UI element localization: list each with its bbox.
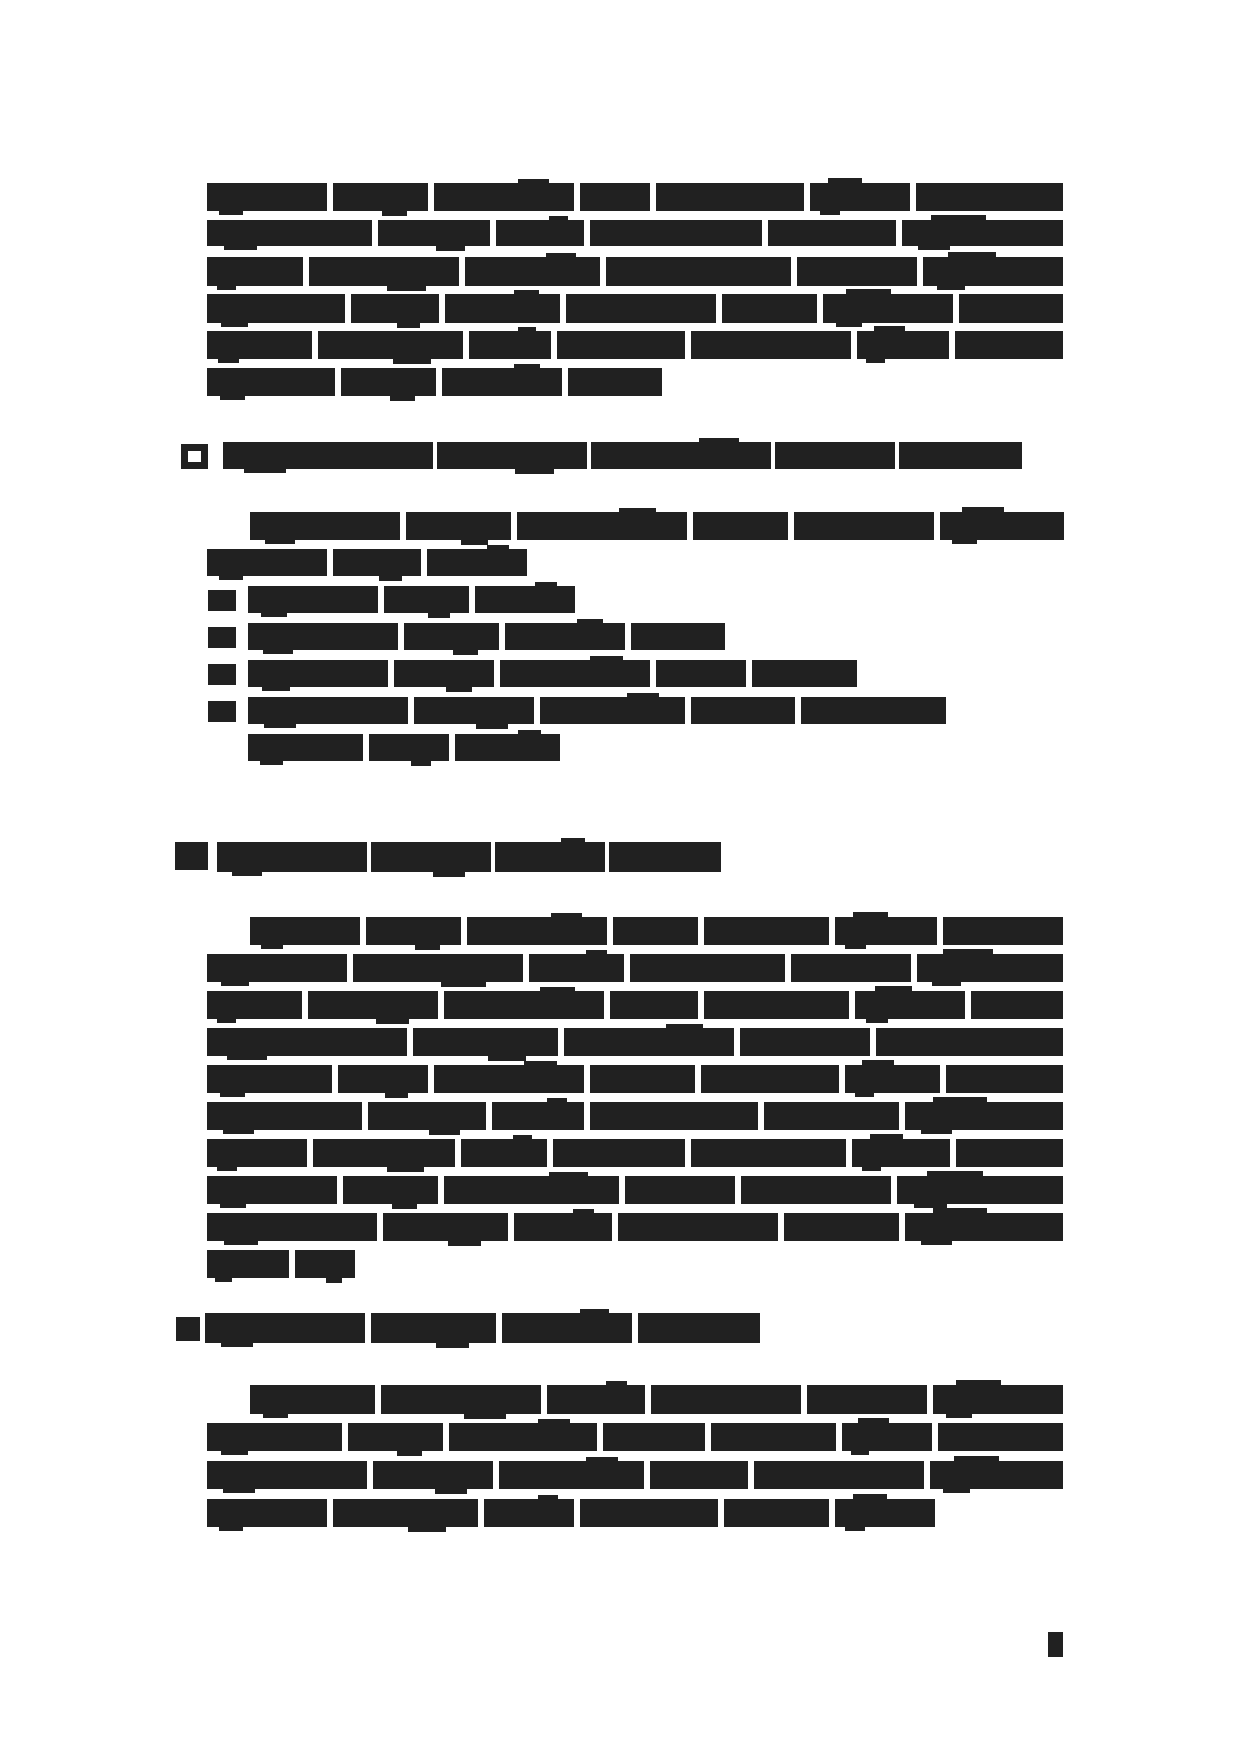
redacted-word-blob: [502, 1313, 632, 1343]
redacted-word-blob: [207, 1065, 332, 1093]
paragraph-3-text-line: [207, 1250, 355, 1278]
redacted-word-blob: [442, 368, 562, 396]
redacted-word-blob: [207, 368, 335, 396]
redacted-word-blob: [353, 954, 523, 982]
redacted-word-blob: [691, 331, 851, 359]
redacted-word-blob: [207, 1461, 367, 1489]
redacted-word-blob: [351, 294, 439, 323]
redacted-word-blob: [348, 1423, 443, 1451]
redacted-word-blob: [223, 442, 433, 469]
redacted-word-blob: [693, 512, 788, 540]
redacted-word-blob: [609, 842, 721, 872]
redacted-word-blob: [341, 368, 436, 396]
redacted-word-blob: [404, 623, 499, 650]
redacted-word-blob: [876, 1028, 1063, 1056]
redacted-word-blob: [590, 1102, 758, 1130]
paragraph-3-text-line: [207, 1065, 1063, 1093]
paragraph-3-text-line: [207, 1213, 1063, 1241]
redacted-word-blob: [591, 442, 771, 469]
redacted-word-blob: [764, 1102, 899, 1130]
section-heading-3-marker: [176, 1317, 200, 1341]
redacted-word-blob: [295, 1250, 355, 1278]
redacted-word-blob: [207, 183, 327, 211]
redacted-word-blob: [768, 220, 896, 246]
redacted-word-blob: [406, 512, 511, 540]
redacted-word-blob: [250, 1385, 375, 1414]
paragraph-3-text-line: [207, 954, 1063, 982]
redacted-word-blob: [842, 1423, 932, 1451]
redacted-word-blob: [857, 331, 949, 359]
redacted-word-blob: [752, 660, 857, 687]
redacted-word-blob: [333, 549, 421, 576]
redacted-word-blob: [455, 734, 560, 761]
redacted-word-blob: [437, 442, 587, 469]
redacted-word-blob: [741, 1176, 891, 1204]
redacted-word-blob: [835, 1499, 935, 1527]
redacted-word-blob: [946, 1065, 1063, 1093]
paragraph-3-text-line: [207, 1028, 1063, 1056]
paragraph-3-text-line: [207, 1139, 1063, 1167]
redacted-word-blob: [366, 917, 461, 945]
redacted-word-blob: [496, 220, 584, 246]
redacted-word-blob: [371, 842, 491, 872]
redacted-word-blob: [394, 660, 494, 687]
redacted-word-blob: [630, 954, 785, 982]
list-item-4-text-line: [248, 734, 560, 761]
section-heading-2-text-line: [217, 842, 721, 872]
paragraph-4-text-line: [207, 1423, 1063, 1451]
redacted-word-blob: [580, 183, 650, 211]
redacted-word-blob: [217, 842, 367, 872]
redacted-word-blob: [207, 1176, 337, 1204]
paragraph-3-text-line: [207, 991, 1063, 1019]
list-item-3-text-line: [248, 660, 857, 687]
redacted-word-blob: [207, 1102, 362, 1130]
list-item-1-text-line: [248, 586, 575, 613]
redacted-word-blob: [547, 1385, 645, 1414]
redacted-word-blob: [807, 1385, 927, 1414]
list-item-4-marker: [208, 701, 236, 722]
redacted-word-blob: [492, 1102, 584, 1130]
list-item-3-marker: [208, 664, 236, 685]
redacted-word-blob: [383, 1213, 508, 1241]
redacted-word-blob: [656, 660, 746, 687]
redacted-word-blob: [902, 220, 1063, 246]
paragraph-4-text-line: [250, 1385, 1063, 1414]
redacted-word-blob: [923, 257, 1063, 286]
redacted-word-blob: [938, 1423, 1063, 1451]
redacted-word-blob: [333, 1499, 478, 1527]
redacted-word-blob: [207, 331, 312, 359]
paragraph-2-text-line: [207, 549, 527, 576]
redacted-word-blob: [564, 1028, 734, 1056]
redacted-word-blob: [754, 1461, 924, 1489]
paragraph-1-text-line: [207, 183, 1063, 211]
redacted-word-blob: [740, 1028, 870, 1056]
redacted-word-blob: [794, 512, 934, 540]
redacted-word-blob: [701, 1065, 839, 1093]
redacted-word-blob: [722, 294, 817, 323]
redacted-word-blob: [656, 183, 804, 211]
paragraph-1-text-line: [207, 331, 1063, 359]
redacted-word-blob: [207, 1250, 289, 1278]
redacted-word-blob: [553, 1139, 685, 1167]
redacted-word-blob: [835, 917, 937, 945]
redacted-word-blob: [855, 991, 965, 1019]
redacted-word-blob: [248, 697, 408, 724]
redacted-word-blob: [207, 1423, 342, 1451]
redacted-word-blob: [724, 1499, 829, 1527]
redacted-word-blob: [517, 512, 687, 540]
redacted-word-blob: [207, 1499, 327, 1527]
redacted-word-blob: [414, 697, 534, 724]
redacted-word-blob: [566, 294, 716, 323]
redacted-word-blob: [207, 1213, 377, 1241]
paragraph-2-text-line: [250, 512, 1064, 540]
redacted-word-blob: [207, 549, 327, 576]
redacted-word-blob: [810, 183, 910, 211]
redacted-word-blob: [469, 331, 551, 359]
redacted-word-blob: [250, 917, 360, 945]
redacted-word-blob: [371, 1313, 496, 1343]
redacted-word-blob: [899, 442, 1022, 469]
redacted-word-blob: [691, 1139, 846, 1167]
redacted-word-blob: [940, 512, 1064, 540]
redacted-word-blob: [207, 954, 347, 982]
redacted-word-blob: [207, 1139, 307, 1167]
redacted-word-blob: [445, 294, 560, 323]
redacted-word-blob: [207, 991, 302, 1019]
redacted-word-blob: [529, 954, 624, 982]
redacted-word-blob: [971, 991, 1063, 1019]
redacted-word-blob: [484, 1499, 574, 1527]
redacted-word-blob: [207, 220, 372, 246]
paragraph-1-text-line: [207, 220, 1063, 246]
redacted-word-blob: [369, 734, 449, 761]
redacted-word-blob: [916, 183, 1063, 211]
redacted-word-blob: [959, 294, 1063, 323]
redacted-word-blob: [568, 368, 662, 396]
redacted-word-blob: [444, 1176, 619, 1204]
redacted-word-blob: [514, 1213, 612, 1241]
redacted-word-blob: [343, 1176, 438, 1204]
redacted-word-blob: [791, 954, 911, 982]
redacted-word-blob: [580, 1499, 718, 1527]
redacted-word-blob: [650, 1461, 748, 1489]
redacted-word-blob: [338, 1065, 428, 1093]
redacted-word-blob: [313, 1139, 455, 1167]
redacted-word-blob: [250, 512, 400, 540]
page-number: [1048, 1632, 1063, 1657]
redacted-word-blob: [905, 1102, 1063, 1130]
redacted-word-blob: [917, 954, 1063, 982]
redacted-word-blob: [618, 1213, 778, 1241]
paragraph-1-text-line: [207, 294, 1063, 323]
paragraph-3-text-line: [207, 1102, 1063, 1130]
redacted-word-blob: [475, 586, 575, 613]
redacted-word-blob: [631, 623, 725, 650]
redacted-word-blob: [704, 917, 829, 945]
redacted-word-blob: [505, 623, 625, 650]
redacted-word-blob: [500, 660, 650, 687]
redacted-word-blob: [897, 1176, 1063, 1204]
list-item-1-marker: [208, 590, 236, 611]
redacted-word-blob: [823, 294, 953, 323]
redacted-word-blob: [381, 1385, 541, 1414]
redacted-word-blob: [691, 697, 795, 724]
redacted-word-blob: [590, 220, 762, 246]
redacted-word-blob: [852, 1139, 950, 1167]
redacted-word-blob: [625, 1176, 735, 1204]
section-heading-2-marker: [175, 842, 208, 870]
redacted-word-blob: [540, 697, 685, 724]
paragraph-4-text-line: [207, 1461, 1063, 1489]
redacted-word-blob: [606, 257, 791, 286]
redacted-word-blob: [205, 1313, 365, 1343]
list-item-2-text-line: [248, 623, 725, 650]
redacted-word-blob: [499, 1461, 644, 1489]
redacted-word-blob: [444, 991, 604, 1019]
redacted-word-blob: [427, 549, 527, 576]
paragraph-1-text-line: [207, 368, 662, 396]
redacted-word-blob: [603, 1423, 705, 1451]
redacted-word-blob: [495, 842, 605, 872]
paragraph-3-text-line: [207, 1176, 1063, 1204]
redacted-word-blob: [248, 660, 388, 687]
redacted-word-blob: [775, 442, 895, 469]
redacted-word-blob: [378, 220, 490, 246]
redacted-word-blob: [933, 1385, 1063, 1414]
redacted-word-blob: [449, 1423, 597, 1451]
redacted-word-blob: [368, 1102, 486, 1130]
redacted-word-blob: [590, 1065, 695, 1093]
redacted-word-blob: [845, 1065, 940, 1093]
section-heading-3-text-line: [205, 1313, 760, 1343]
redacted-word-blob: [557, 331, 685, 359]
redacted-word-blob: [955, 331, 1063, 359]
redacted-word-blob: [207, 257, 303, 286]
redacted-word-blob: [943, 917, 1063, 945]
redacted-word-blob: [413, 1028, 558, 1056]
redacted-word-blob: [956, 1139, 1063, 1167]
redacted-word-blob: [207, 294, 345, 323]
redacted-word-blob: [384, 586, 469, 613]
redacted-word-blob: [309, 257, 459, 286]
redacted-word-blob: [465, 257, 600, 286]
redacted-word-blob: [461, 1139, 547, 1167]
redacted-word-blob: [318, 331, 463, 359]
paragraph-4-text-line: [207, 1499, 935, 1527]
redacted-word-blob: [711, 1423, 836, 1451]
list-item-2-marker: [208, 627, 236, 648]
redacted-word-blob: [784, 1213, 899, 1241]
redacted-word-blob: [248, 623, 398, 650]
redacted-word-blob: [905, 1213, 1063, 1241]
redacted-word-blob: [610, 991, 698, 1019]
redacted-word-blob: [638, 1313, 760, 1343]
paragraph-1-text-line: [207, 257, 1063, 286]
paragraph-3-text-line: [250, 917, 1063, 945]
redacted-word-blob: [467, 917, 607, 945]
redacted-word-blob: [651, 1385, 801, 1414]
redacted-word-blob: [248, 586, 378, 613]
redacted-word-blob: [613, 917, 698, 945]
redacted-word-blob: [373, 1461, 493, 1489]
redacted-word-blob: [704, 991, 849, 1019]
section-heading-1-text-line: [223, 442, 1022, 469]
redacted-word-blob: [434, 1065, 584, 1093]
redacted-word-blob: [333, 183, 428, 211]
section-heading-1-marker-square-glyph: [181, 444, 208, 469]
redacted-word-blob: [930, 1461, 1063, 1489]
redacted-word-blob: [801, 697, 946, 724]
redacted-word-blob: [797, 257, 917, 286]
redacted-word-blob: [434, 183, 574, 211]
list-item-4-text-line: [248, 697, 946, 724]
redacted-word-blob: [308, 991, 438, 1019]
redacted-word-blob: [248, 734, 363, 761]
redacted-word-blob: [207, 1028, 407, 1056]
